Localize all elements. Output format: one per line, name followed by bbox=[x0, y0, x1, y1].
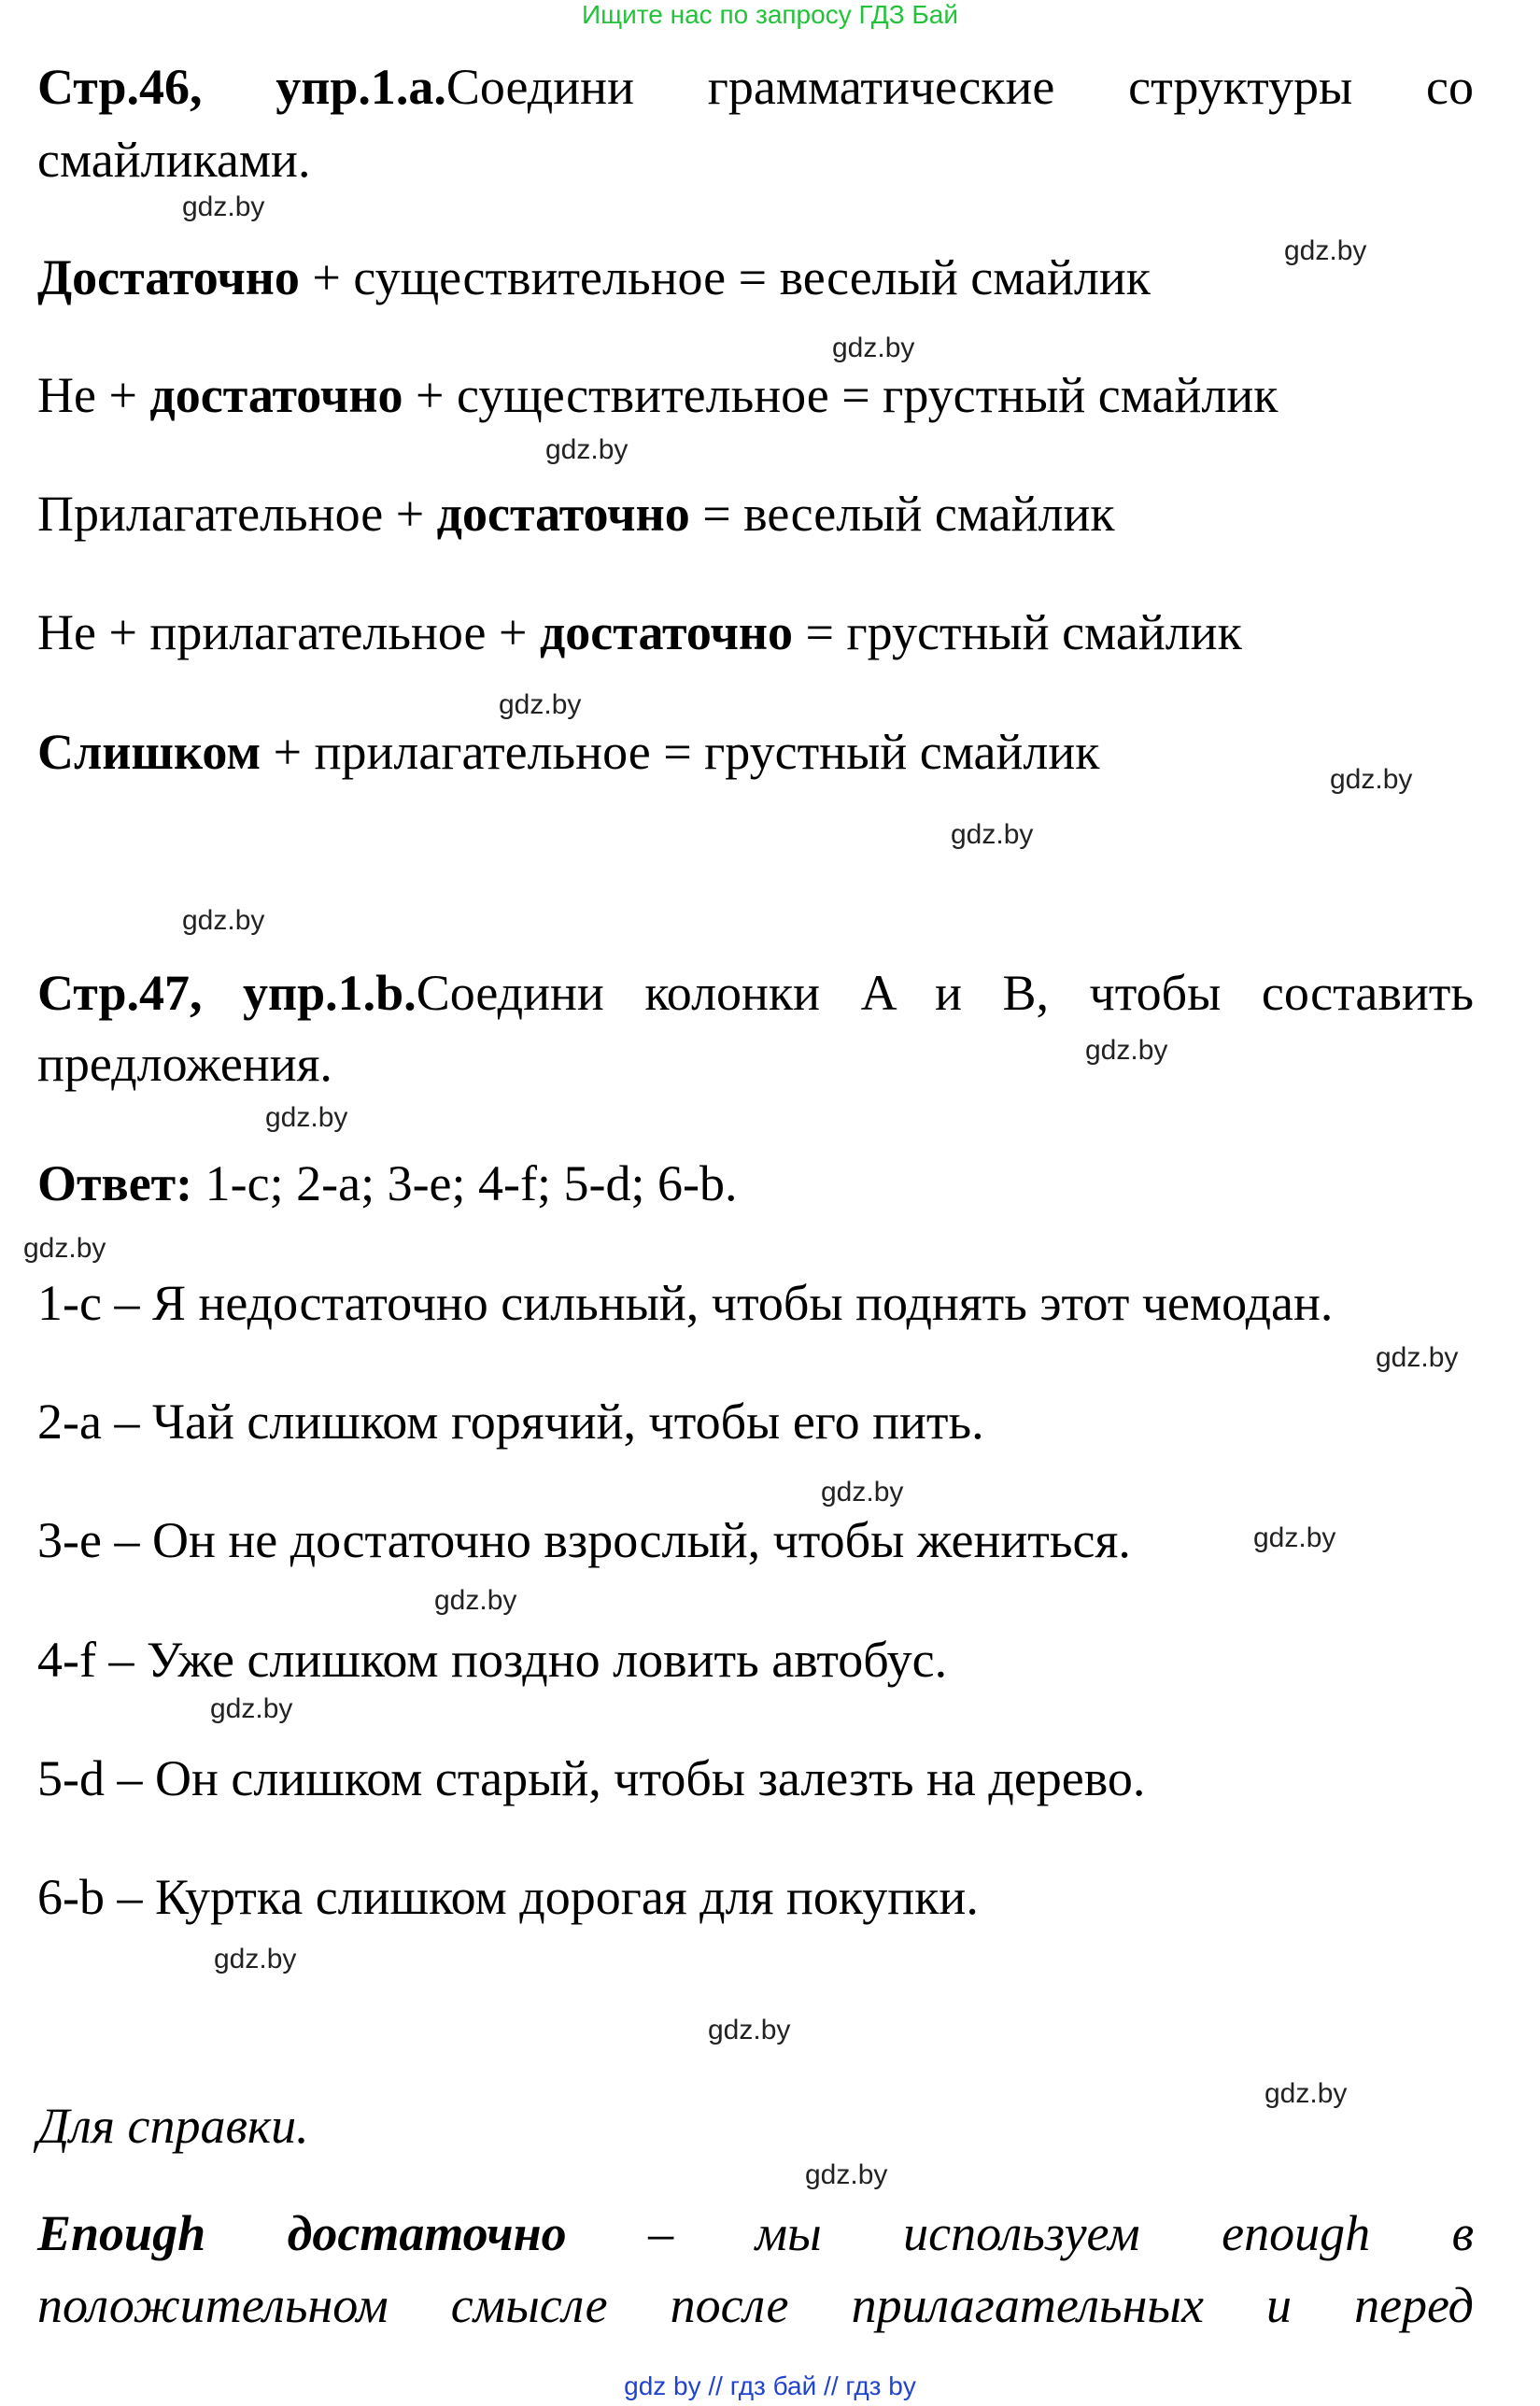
watermark: gdz.by bbox=[545, 434, 629, 465]
sentence-1: 1-c – Я недостаточно сильный, чтобы поднять этот чемодан. bbox=[37, 1275, 1334, 1331]
reference-word-en: Enough bbox=[37, 2205, 206, 2261]
watermark: gdz.by bbox=[499, 689, 582, 720]
top-search-hint[interactable]: Ищите нас по запросу ГДЗ Бай bbox=[581, 0, 959, 29]
watermark: gdz.by bbox=[265, 1102, 348, 1133]
reference-line1-rest: – мы используем enough в bbox=[648, 2205, 1475, 2261]
sentence-6: 6-b – Куртка слишком дорогая для покупки. bbox=[37, 1869, 979, 1925]
section1-title-line1 bbox=[37, 58, 1474, 116]
rule-text: + существительное = грустный смайлик bbox=[403, 367, 1279, 423]
watermark: gdz.by bbox=[23, 1233, 106, 1264]
watermark: gdz.by bbox=[182, 905, 265, 936]
rule-text: + прилагательное = грустный смайлик bbox=[261, 724, 1100, 780]
watermark: gdz.by bbox=[1376, 1342, 1459, 1373]
watermark: gdz.by bbox=[1264, 2078, 1348, 2109]
rule-2 bbox=[37, 366, 1278, 424]
watermark: gdz.by bbox=[821, 1477, 904, 1507]
answer-value: 1-c; 2-a; 3-e; 4-f; 5-d; 6-b. bbox=[192, 1155, 738, 1211]
footer-links[interactable]: gdz by // гдз бай // гдз by bbox=[624, 2371, 916, 2400]
reference-line1 bbox=[37, 2204, 1474, 2262]
section1-title-ref: Стр.46, упр.1.a. bbox=[37, 59, 446, 115]
section2-title-line1 bbox=[37, 964, 1474, 1022]
watermark: gdz.by bbox=[951, 819, 1034, 850]
reference-line2: положительном смысле после прилагательных и перед bbox=[37, 2277, 1474, 2333]
rule-text: = веселый смайлик bbox=[689, 486, 1115, 542]
rule-keyword: достаточно bbox=[436, 486, 690, 542]
watermark: gdz.by bbox=[708, 2015, 791, 2045]
rule-4 bbox=[37, 603, 1242, 661]
rule-5 bbox=[37, 723, 1099, 781]
answer-label: Ответ: bbox=[37, 1155, 193, 1211]
rule-keyword: Достаточно bbox=[37, 249, 300, 305]
answer-line bbox=[37, 1154, 737, 1212]
watermark: gdz.by bbox=[1085, 1035, 1168, 1066]
section1-title-line2: смайликами. bbox=[37, 132, 311, 188]
watermark: gdz.by bbox=[434, 1585, 517, 1616]
section2-title-ref: Стр.47, упр.1.b. bbox=[37, 965, 417, 1021]
rule-3 bbox=[37, 485, 1115, 543]
sentence-5: 5-d – Он слишком старый, чтобы залезть на дерево. bbox=[37, 1750, 1146, 1806]
section1-title-text: Соедини грамматические структуры со bbox=[445, 59, 1474, 115]
watermark: gdz.by bbox=[210, 1693, 293, 1724]
rule-text: = грустный смайлик bbox=[793, 604, 1242, 660]
reference-title: Для справки. bbox=[37, 2098, 309, 2154]
section2-title-line2: предложения. bbox=[37, 1036, 332, 1092]
rule-text: + существительное = веселый смайлик bbox=[299, 249, 1151, 305]
sentence-3: 3-e – Он не достаточно взрослый, чтобы жениться. bbox=[37, 1512, 1131, 1568]
watermark: gdz.by bbox=[182, 191, 265, 222]
watermark: gdz.by bbox=[832, 333, 915, 363]
sentence-2: 2-a – Чай слишком горячий, чтобы его пить. bbox=[37, 1394, 984, 1450]
reference-word-ru: достаточно bbox=[287, 2205, 567, 2261]
rule-keyword: достаточно bbox=[539, 604, 794, 660]
watermark: gdz.by bbox=[214, 1944, 297, 1974]
watermark: gdz.by bbox=[1330, 764, 1413, 795]
rule-text: Не + прилагательное + bbox=[37, 604, 540, 660]
rule-keyword: достаточно bbox=[149, 367, 403, 423]
watermark: gdz.by bbox=[1284, 235, 1367, 266]
watermark: gdz.by bbox=[1253, 1522, 1336, 1553]
rule-text: Не + bbox=[37, 367, 150, 423]
section2-title-text: Соедини колонки A и B, чтобы составить bbox=[416, 965, 1474, 1021]
rule-1 bbox=[37, 248, 1151, 306]
watermark: gdz.by bbox=[805, 2159, 888, 2190]
rule-keyword: Слишком bbox=[37, 724, 261, 780]
sentence-4: 4-f – Уже слишком поздно ловить автобус. bbox=[37, 1632, 948, 1688]
rule-text: Прилагательное + bbox=[37, 486, 437, 542]
